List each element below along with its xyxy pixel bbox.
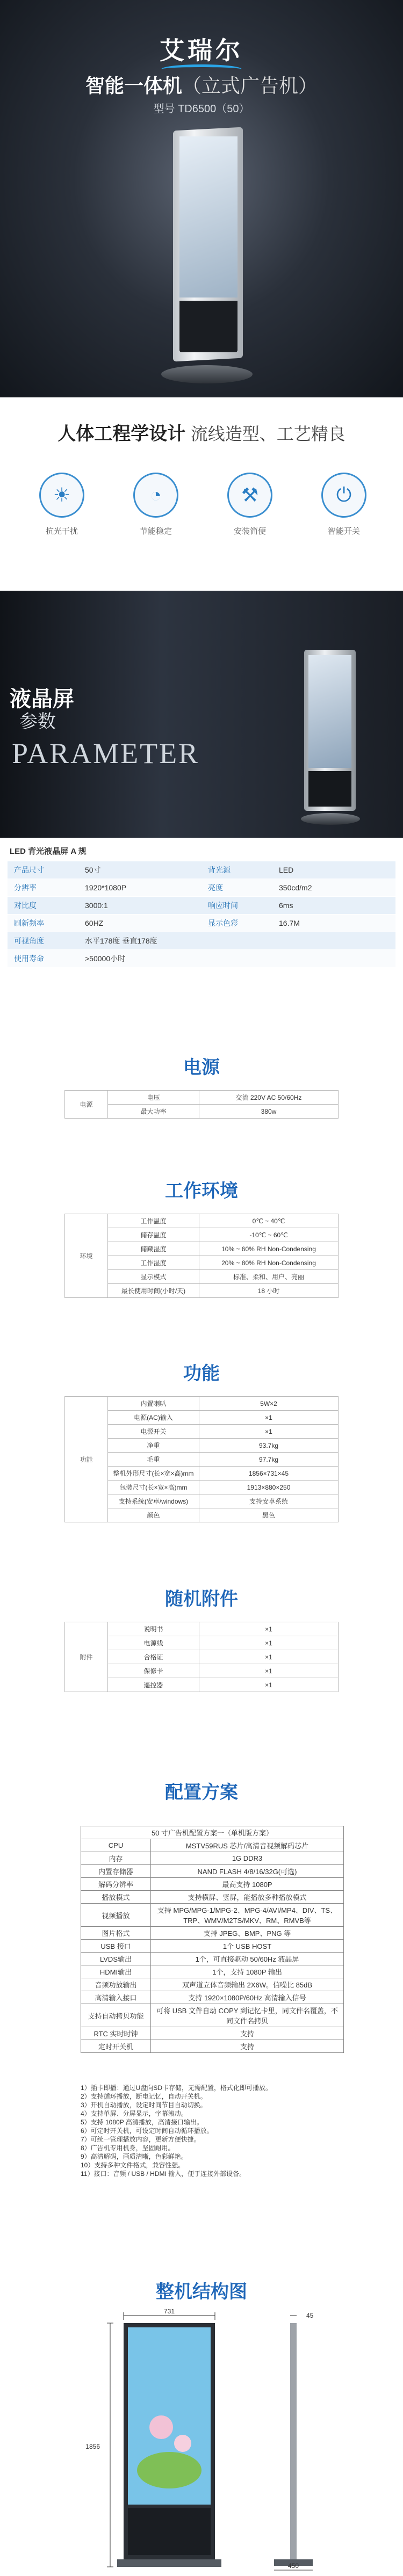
table-value: 10% ~ 60% RH Non-Condensing (199, 1242, 339, 1256)
feature-anti-glare (32, 473, 91, 536)
spec-value: 6ms (279, 901, 293, 910)
spec-cell (8, 861, 202, 879)
config-key: 内置存储器 (81, 1865, 151, 1878)
lcd-subheading: 参数 (19, 712, 56, 732)
config-key: RTC 实时时钟 (81, 2027, 151, 2040)
spec-row (8, 932, 395, 950)
spec-row (8, 861, 395, 879)
spec-cell (202, 915, 395, 932)
table-value: ×1 (199, 1622, 339, 1636)
table-value: 5W×2 (199, 1397, 339, 1411)
config-note: 3）开机自动播放，设定时间节目自动切换。 (81, 2101, 207, 2109)
table-group-label: 环境 (65, 1214, 108, 1298)
table-value: 380w (199, 1105, 339, 1119)
feature-label: 智能开关 (327, 527, 360, 536)
table-value: -10℃ ~ 60℃ (199, 1228, 339, 1242)
spec-key: 分辨率 (14, 883, 37, 892)
config-row (81, 1927, 344, 1940)
environment-title: 工作环境 (165, 1181, 238, 1201)
config-note: 5）支持 1080P 高清播放，高清接口输出。 (81, 2118, 203, 2126)
config-notes (81, 2084, 344, 2178)
table-value: 黑色 (199, 1508, 339, 1522)
config-title: 配置方案 (165, 1782, 238, 1803)
config-note: 6）可定时开关机，可设定时间自动循环播放。 (81, 2127, 213, 2135)
sun-icon: ☀ (39, 473, 84, 518)
power-title: 电源 (183, 1057, 220, 1078)
structure-diagram-svg (0, 2309, 403, 2573)
table-value: 支持安卓系统 (199, 1494, 339, 1508)
environment-table (64, 1214, 339, 1298)
table-key: 内置喇叭 (108, 1397, 199, 1411)
config-value: 支持 JPEG、BMP、PNG 等 (151, 1927, 344, 1940)
table-value: 93.7kg (199, 1439, 339, 1453)
table-value: ×1 (199, 1411, 339, 1425)
table-value: ×1 (199, 1650, 339, 1664)
spec-cell (202, 861, 395, 879)
side-profile (290, 2323, 297, 2559)
table-key: 包装尺寸(长×宽×高)mm (108, 1481, 199, 1494)
config-note: 11）接口：音频 / USB / HDMI 输入，便于连接外部设备。 (81, 2170, 246, 2178)
feature-power (314, 473, 373, 536)
screen-lotus-flower (149, 2415, 173, 2439)
config-key: 内存 (81, 1852, 151, 1865)
config-value: 双声道立体音频输出 2X6W。信噪比 85dB (151, 1978, 344, 1991)
config-row (81, 1839, 344, 1852)
front-chin (128, 2508, 211, 2555)
spec-value: 60HZ (85, 919, 104, 927)
config-row (81, 1940, 344, 1953)
config-row (81, 2004, 344, 2027)
config-value: 1G DDR3 (151, 1852, 344, 1865)
table-row (65, 1091, 339, 1105)
structure-diagram (0, 2309, 403, 2573)
spec-cell (8, 932, 395, 949)
brand-logo-text: 艾瑞尔 (160, 37, 243, 64)
config-value: 1个 USB HOST (151, 1940, 344, 1953)
table-key: 整机外形尺寸(长×宽×高)mm (108, 1467, 199, 1481)
table-key: 工作湿度 (108, 1256, 199, 1270)
product-title (0, 71, 403, 98)
config-key: 音频功放输出 (81, 1978, 151, 1991)
spec-key: 背光源 (208, 866, 231, 874)
table-group-label: 附件 (65, 1622, 108, 1692)
table-key: 净重 (108, 1439, 199, 1453)
table-key: 工作温度 (108, 1214, 199, 1228)
table-value: 1856×731×45 (199, 1467, 339, 1481)
table-key: 颜色 (108, 1508, 199, 1522)
config-key: HDMI输出 (81, 1965, 151, 1978)
spec-key: 显示色彩 (208, 919, 238, 927)
table-key: 电源开关 (108, 1425, 199, 1439)
feature-install (220, 473, 279, 536)
function-table (64, 1396, 339, 1522)
gauge-icon: ◔ (133, 473, 178, 518)
config-value: 支持横屏、竖屏，能播放多种播放模式 (151, 1891, 344, 1904)
table-value: ×1 (199, 1664, 339, 1678)
config-row (81, 1865, 344, 1878)
parameter-word: PARAMETER (12, 737, 200, 770)
config-row (81, 2040, 344, 2053)
kiosk-product-image (301, 650, 360, 827)
kiosk-chin (179, 301, 238, 352)
spec-key: 产品尺寸 (14, 866, 44, 874)
config-value: 1个，可直接驱动 50/60Hz 液晶屏 (151, 1953, 344, 1965)
table-value: 0℃ ~ 40℃ (199, 1214, 339, 1228)
table-key: 储存温度 (108, 1228, 199, 1242)
screen-lilypad (137, 2452, 202, 2488)
table-key: 合格证 (108, 1650, 199, 1664)
accessories-title: 随机附件 (165, 1589, 238, 1609)
brand-logo (0, 31, 403, 74)
config-header-row (81, 1826, 344, 1839)
width-dimension-label: 731 (163, 2309, 175, 2315)
spec-key: 使用寿命 (14, 954, 44, 963)
config-key: 高清输入接口 (81, 1991, 151, 2004)
hero-banner (0, 0, 403, 397)
feature-label: 抗光干扰 (45, 527, 78, 536)
kiosk-screen (308, 655, 351, 768)
tools-icon: ⚒ (227, 473, 272, 518)
base-dimension-label: 450 (287, 2562, 299, 2570)
table-key: 毛重 (108, 1453, 199, 1467)
table-key: 电源线 (108, 1636, 199, 1650)
config-row (81, 1953, 344, 1965)
spec-key: 刷新频率 (14, 919, 44, 927)
height-dimension-label: 1856 (85, 2443, 100, 2450)
diagram-title: 整机结构图 (156, 2282, 247, 2302)
config-note: 2）支持循环播放，断电记忆，自动开关机。 (81, 2093, 207, 2100)
config-note: 7）可统一管理播放内容，更新方便快捷。 (81, 2136, 200, 2143)
spec-cell (202, 897, 395, 914)
table-row (65, 1622, 339, 1636)
table-value: ×1 (199, 1425, 339, 1439)
config-key: 解码分辨率 (81, 1878, 151, 1891)
table-key: 遥控器 (108, 1678, 199, 1692)
spec-title: LED 背光液晶屏 A 规 (10, 847, 87, 856)
config-value: 支持 (151, 2040, 344, 2053)
product-title-main: 智能一体机 (85, 75, 182, 97)
config-note: 10）支持多种文件格式，兼容性强。 (81, 2161, 185, 2169)
spec-value: 350cd/m2 (279, 883, 312, 892)
ergonomics-title (0, 419, 403, 445)
config-key: 支持自动拷贝功能 (81, 2004, 151, 2027)
table-value: ×1 (199, 1678, 339, 1692)
ergonomics-title-light: 流线造型、工艺精良 (190, 424, 346, 444)
config-value: NAND FLASH 4/8/16/32G(可选) (151, 1865, 344, 1878)
feature-energy (126, 473, 185, 536)
table-key: 电压 (108, 1091, 199, 1105)
spec-value: 3000:1 (85, 901, 108, 910)
spec-value: 50寸 (85, 866, 101, 874)
table-key: 显示模式 (108, 1270, 199, 1284)
power-table (64, 1090, 339, 1119)
table-key: 最长使用时间(小时/天) (108, 1284, 199, 1298)
config-row (81, 2027, 344, 2040)
config-key: LVDS输出 (81, 1953, 151, 1965)
config-note: 1）插卡即播：通过U盘向SD卡存储，无需配置，格式化即可播放。 (81, 2084, 272, 2092)
table-key: 保修卡 (108, 1664, 199, 1678)
config-value: MSTV59RUS 芯片/高清音视频解码芯片 (151, 1839, 344, 1852)
kiosk-screen (179, 136, 238, 297)
spec-row (8, 915, 395, 932)
config-value: 支持 (151, 2027, 344, 2040)
spec-key: 响应时间 (208, 901, 238, 910)
ergonomics-section (0, 397, 403, 591)
kiosk-base (161, 365, 253, 383)
config-value: 最高支持 1080P (151, 1878, 344, 1891)
spec-value: 1920*1080P (85, 883, 127, 892)
spec-value: 16.7M (279, 919, 300, 927)
screen-lotus-flower (174, 2435, 191, 2452)
config-row (81, 1965, 344, 1978)
parameter-banner (0, 591, 403, 838)
table-key: 说明书 (108, 1622, 199, 1636)
front-base (117, 2559, 221, 2567)
spec-cell (8, 950, 395, 967)
config-key: USB 接口 (81, 1940, 151, 1953)
table-value: 20% ~ 80% RH Non-Condensing (199, 1256, 339, 1270)
table-value: 标准、柔和、用户、亮丽 (199, 1270, 339, 1284)
feature-label: 节能稳定 (139, 527, 172, 536)
power-icon: ⏻ (321, 473, 366, 518)
function-title: 功能 (183, 1363, 220, 1384)
table-row (65, 1397, 339, 1411)
spec-value: 水平178度 垂直178度 (85, 937, 157, 945)
table-key: 支持系统(安卓/windows) (108, 1494, 199, 1508)
config-note: 9）高清解码，画质清晰，色彩鲜艳。 (81, 2153, 188, 2160)
config-row (81, 1891, 344, 1904)
config-note: 8）广告机专用机身，坚固耐用。 (81, 2144, 175, 2152)
table-value: 97.7kg (199, 1453, 339, 1467)
spec-row (8, 879, 395, 897)
lcd-spec-grid (8, 861, 395, 968)
config-key: 定时开关机 (81, 2040, 151, 2053)
spec-cell (8, 915, 202, 932)
spec-value: LED (279, 866, 294, 874)
config-value: 支持 1920×1080P/60Hz 高清输入信号 (151, 1991, 344, 2004)
table-value: 交流 220V AC 50/60Hz (199, 1091, 339, 1105)
spec-row (8, 897, 395, 915)
config-row (81, 1878, 344, 1891)
spec-value: >50000小时 (85, 954, 126, 963)
table-key: 储藏湿度 (108, 1242, 199, 1256)
ergonomics-title-bold: 人体工程学设计 (57, 424, 186, 444)
spec-key: 对比度 (14, 901, 37, 910)
config-key: 图片格式 (81, 1927, 151, 1940)
kiosk-base (301, 813, 360, 825)
config-row (81, 1991, 344, 2004)
table-group-label: 电源 (65, 1091, 108, 1119)
table-group-label: 功能 (65, 1397, 108, 1522)
spec-key: 可视角度 (14, 937, 44, 945)
config-value: 1个，支持 1080P 输出 (151, 1965, 344, 1978)
kiosk-product-image (161, 129, 247, 387)
feature-label: 安装简便 (233, 527, 266, 536)
config-table (81, 1826, 344, 2053)
spec-cell (8, 897, 202, 914)
config-key: CPU (81, 1839, 151, 1852)
config-value: 支持 MPG/MPG-1/MPG-2、MPG-4/AVI/MP4、DIV、TS、TRP、WMV/M2TS/MKV、RM、RMVB等 (151, 1904, 344, 1927)
table-value: 1913×880×250 (199, 1481, 339, 1494)
config-row (81, 1904, 344, 1927)
product-model: 型号 TD6500（50） (153, 103, 250, 115)
product-title-sub: （立式广告机） (182, 75, 318, 97)
table-row (65, 1214, 339, 1228)
table-key: 电源(AC)输入 (108, 1411, 199, 1425)
table-value: ×1 (199, 1636, 339, 1650)
table-key: 最大功率 (108, 1105, 199, 1119)
spec-row (8, 950, 395, 968)
spec-cell (202, 879, 395, 896)
config-header: 50 寸广告机配置方案一（单机版方案） (81, 1826, 344, 1839)
accessories-table (64, 1622, 339, 1692)
kiosk-chin (308, 771, 351, 807)
config-row (81, 1978, 344, 1991)
config-key: 播放模式 (81, 1891, 151, 1904)
config-value: 可将 USB 文件自动 COPY 到记忆卡里，同文件名覆盖，不同文件名拷贝 (151, 2004, 344, 2027)
config-row (81, 1852, 344, 1865)
config-note: 4）支持单屏、分屏显示，字幕滚动。 (81, 2110, 188, 2117)
spec-key: 亮度 (208, 883, 223, 892)
config-key: 视频播放 (81, 1904, 151, 1927)
lcd-heading: 液晶屏 (10, 687, 74, 711)
depth-dimension-label: 45 (306, 2312, 314, 2319)
table-value: 18 小时 (199, 1284, 339, 1298)
spec-cell (8, 879, 202, 896)
